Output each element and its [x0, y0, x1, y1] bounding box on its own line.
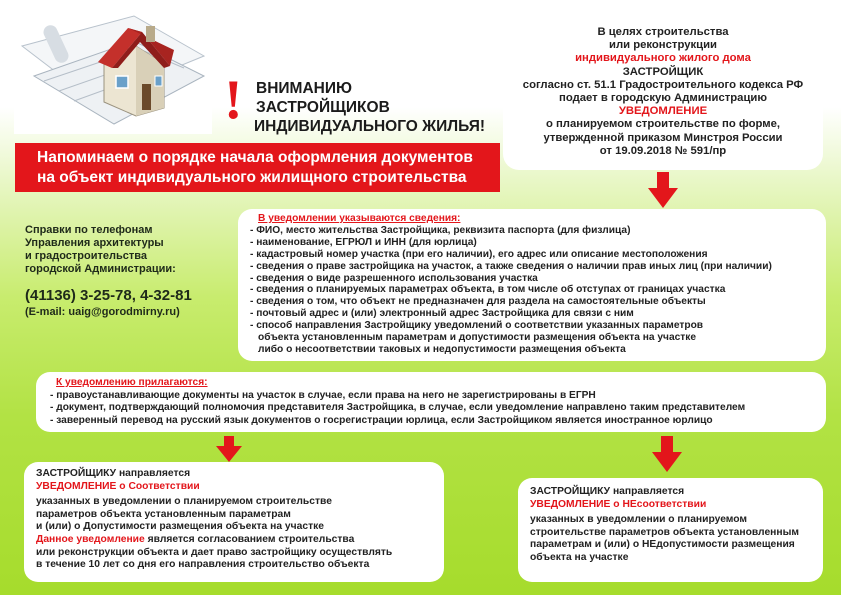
- submission-highlight: УВЕДОМЛЕНИЕ: [618, 105, 708, 118]
- submission-line: от 19.09.2018 № 591/пр: [599, 144, 727, 157]
- notice-item: - почтовый адрес и (или) электронный адрес Застройщика для связи с ним: [250, 308, 634, 320]
- banner-line-1: Напоминаем о порядке начала оформления документов: [37, 149, 473, 166]
- contacts-line: Управления архитектуры: [25, 237, 164, 249]
- result-line: параметрам и (или) о НЕдопустимости размещения: [530, 539, 795, 551]
- result-line: ЗАСТРОЙЩИКУ направляется: [530, 486, 685, 497]
- reminder-banner: [15, 143, 500, 192]
- submission-line: согласно ст. 51.1 Градостроительного кодекса РФ: [522, 78, 804, 91]
- banner-line-2: на объект индивидуального жилищного строительства: [37, 169, 467, 186]
- result-line: ЗАСТРОЙЩИКУ направляется: [36, 468, 191, 479]
- notice-item: объекта установленным параметрам и допустимости размещения объекта на участке: [258, 332, 697, 344]
- house-illustration: [14, 6, 212, 134]
- result-line: объекта на участке: [530, 551, 629, 563]
- result-line: указанных в уведомлении о планируемом строительстве: [36, 496, 332, 508]
- notice-item: - наименование, ЕГРЮЛ и ИНН (для юрлица): [250, 236, 477, 248]
- result-line: или реконструкции объекта и дает право застройщику осуществлять: [36, 546, 393, 558]
- result-line: указанных в уведомлении о планируемом: [530, 514, 748, 526]
- attention-line-3: ИНДИВИДУАЛЬНОГО ЖИЛЬЯ!: [254, 118, 486, 135]
- notice-item: либо о несоответствии таковых и недопустимости размещения объекта: [258, 343, 626, 355]
- attachments-title: К уведомлению прилагаются:: [56, 377, 208, 388]
- notice-item: - ФИО, место жительства Застройщика, реквизита паспорта (для физлица): [250, 224, 631, 236]
- notice-item: - способ направления Застройщику уведомлений о соответствии указанных параметров: [250, 320, 704, 332]
- result-line: параметров объекта установленным параметрам: [36, 508, 291, 520]
- result-highlight: Данное уведомление: [36, 533, 145, 545]
- attention-line-1: ВНИМАНИЮ: [256, 80, 352, 97]
- submission-line: о планируемом строительстве по форме,: [545, 118, 781, 131]
- submission-box: [503, 20, 823, 170]
- submission-line: или реконструкции: [609, 39, 717, 52]
- result-line: [36, 534, 444, 547]
- contacts-line: городской Администрации:: [25, 263, 176, 275]
- submission-line: ЗАСТРОЙЩИК: [622, 65, 704, 78]
- submission-highlight: индивидуального жилого дома: [575, 52, 751, 65]
- notice-item: - сведения о планируемых параметрах объекта, в том числе об отступах от границах участка: [250, 284, 726, 296]
- notice-item: - сведения о виде разрешенного использования участка: [250, 272, 538, 284]
- result-line: строительстве параметров объекта установленным: [530, 526, 800, 538]
- contacts-line: Справки по телефонам: [25, 224, 153, 236]
- attachment-item: - заверенный перевод на русский язык документов о госрегистрации юрлица, если Застройщиком является иностранное юрлицо: [50, 414, 713, 426]
- email-link[interactable]: (E-mail: uaig@gorodmirny.ru): [25, 306, 180, 318]
- contacts-block: [25, 224, 176, 276]
- submission-line: В целях строительства: [597, 26, 729, 38]
- arrow-down-icon: [652, 436, 682, 472]
- result-line: в течение 10 лет со дня его направления строительство объекта: [36, 559, 370, 571]
- notice-contents-box: [238, 209, 826, 361]
- attachments-box: [36, 372, 826, 432]
- notice-item: - сведения о том, что объект не предназначен для раздела на самостоятельные объекты: [250, 296, 706, 308]
- attachment-item: - документ, подтверждающий полномочия представителя Застройщика, в случае, если уведомление направлено таким представителем: [50, 402, 746, 413]
- result-line: и (или) о Допустимости размещения объекта на участке: [36, 521, 324, 533]
- arrow-down-icon: [216, 436, 242, 462]
- submission-line: подает в городскую Администрацию: [559, 92, 767, 105]
- notice-item: - сведения о праве застройщика на участок, а также сведения о наличии прав иных лиц (при наличии): [250, 260, 772, 272]
- submission-line: утвержденной приказом Минстроя России: [543, 131, 783, 144]
- phone-number[interactable]: (41136) 3-25-78, 4-32-81: [25, 287, 192, 304]
- notice-contents-title: В уведомлении указываются сведения:: [258, 213, 461, 224]
- contacts-line: и градостроительства: [25, 250, 147, 262]
- notice-item: - кадастровый номер участка (при его наличии), его адрес или описание местоположения: [250, 248, 708, 260]
- exclamation-icon: !: [224, 69, 243, 131]
- nonconformity-result-box: [518, 478, 823, 582]
- result-highlight: УВЕДОМЛЕНИЕ о НЕсоответствии: [530, 498, 707, 510]
- attachment-item: - правоустанавливающие документы на участок в случае, если права на него не зарегистрированы в ЕГРН: [50, 389, 596, 401]
- arrow-down-icon: [648, 172, 678, 208]
- result-text: является согласованием строительства: [144, 533, 355, 545]
- attention-heading: [254, 79, 485, 136]
- conformity-result-box: [24, 462, 444, 582]
- attention-line-2: ЗАСТРОЙЩИКОВ: [256, 99, 390, 116]
- result-highlight: УВЕДОМЛЕНИЕ о Соответствии: [36, 480, 200, 492]
